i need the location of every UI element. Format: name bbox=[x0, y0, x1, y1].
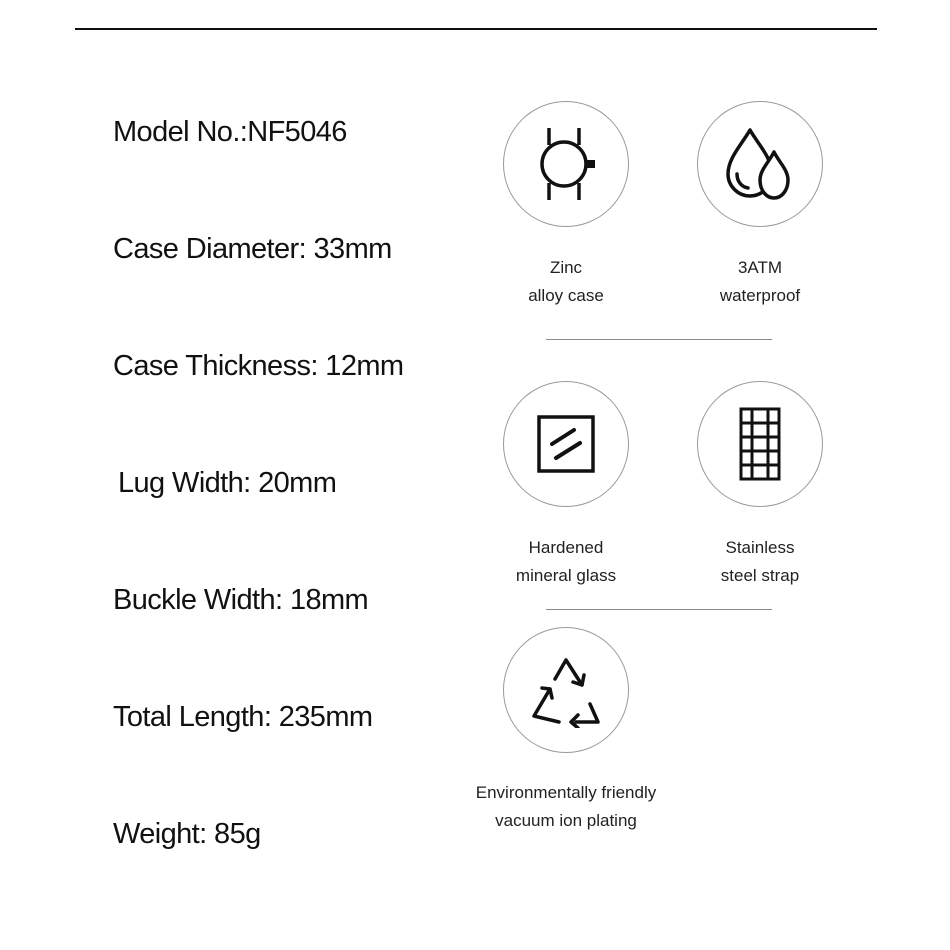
spec-case-diameter: Case Diameter: 33mm bbox=[113, 233, 392, 265]
spec-case-thickness: Case Thickness: 12mm bbox=[113, 350, 404, 382]
feature-stainless-steel-strap bbox=[660, 381, 860, 590]
feature-caption bbox=[466, 254, 666, 310]
caption-line-2: mineral glass bbox=[515, 566, 617, 585]
caption-line-1: Hardened bbox=[528, 538, 604, 557]
feature-caption bbox=[466, 779, 666, 835]
feature-caption bbox=[660, 534, 860, 590]
caption-line-1: Zinc bbox=[549, 258, 583, 277]
glass-icon bbox=[534, 412, 598, 476]
water-drops-icon bbox=[720, 124, 800, 204]
caption-line-1: 3ATM bbox=[737, 258, 783, 277]
feature-caption bbox=[466, 534, 666, 590]
caption-line-1: Environmentally friendly bbox=[475, 783, 657, 802]
divider-1 bbox=[546, 339, 772, 340]
feature-3atm-waterproof bbox=[660, 101, 860, 310]
icon-circle bbox=[697, 101, 823, 227]
caption-line-2: waterproof bbox=[719, 286, 801, 305]
icon-circle bbox=[697, 381, 823, 507]
caption-line-2: alloy case bbox=[528, 286, 604, 305]
icon-circle bbox=[503, 101, 629, 227]
caption-line-2: vacuum ion plating bbox=[495, 811, 637, 830]
top-rule bbox=[75, 28, 877, 30]
spec-total-length: Total Length: 235mm bbox=[113, 701, 373, 733]
icon-circle bbox=[503, 381, 629, 507]
caption-line-2: steel strap bbox=[720, 566, 800, 585]
spec-lug-width: Lug Width: 20mm bbox=[118, 467, 337, 499]
feature-caption bbox=[660, 254, 860, 310]
feature-hardened-mineral-glass bbox=[466, 381, 666, 590]
steel-strap-icon bbox=[735, 406, 785, 482]
feature-zinc-alloy-case bbox=[466, 101, 666, 310]
recycle-icon bbox=[528, 652, 604, 728]
divider-2 bbox=[546, 609, 772, 610]
spec-buckle-width: Buckle Width: 18mm bbox=[113, 584, 369, 616]
feature-vacuum-ion-plating bbox=[466, 627, 666, 835]
icon-circle bbox=[503, 627, 629, 753]
caption-line-1: Stainless bbox=[725, 538, 795, 557]
spec-weight: Weight: 85g bbox=[113, 818, 261, 850]
spec-model-number: Model No.:NF5046 bbox=[113, 116, 347, 148]
watch-case-icon bbox=[531, 124, 601, 204]
